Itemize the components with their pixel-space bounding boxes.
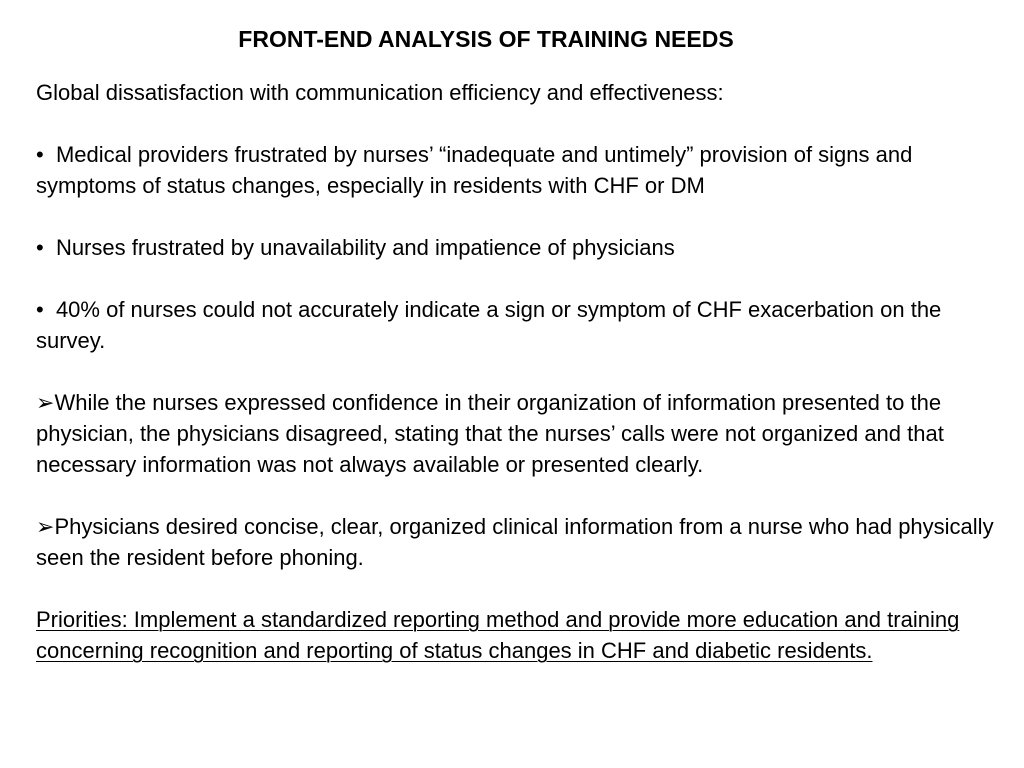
- arrow-bullet-icon: ➢: [36, 390, 55, 415]
- bullet-item: [36, 294, 996, 356]
- arrow-point-text: Physicians desired concise, clear, organized clinical information from a nurse who had physically seen the resident before phoning.: [36, 514, 994, 570]
- bullet-text: Medical providers frustrated by nurses’ “inadequate and untimely” provision of signs and symptoms of status changes, especially in residents with CHF or DM: [36, 142, 913, 198]
- spacer: [36, 356, 996, 387]
- slide-title: FRONT-END ANALYSIS OF TRAINING NEEDS: [238, 26, 734, 52]
- spacer: [36, 201, 996, 232]
- bullet-item: [36, 232, 996, 263]
- bullet-icon: •: [36, 235, 44, 260]
- arrow-bullet-icon: ➢: [36, 514, 55, 539]
- slide-body: [36, 77, 996, 666]
- bullet-text: 40% of nurses could not accurately indicate a sign or symptom of CHF exacerbation on the survey.: [36, 297, 942, 353]
- spacer: [36, 263, 996, 294]
- bullet-icon: •: [36, 142, 44, 167]
- bullet-text: Nurses frustrated by unavailability and impatience of physicians: [55, 235, 675, 260]
- spacer: [36, 480, 996, 511]
- arrow-point: [36, 511, 996, 573]
- bullet-item: [36, 139, 996, 201]
- spacer: [36, 108, 996, 139]
- bullet-icon: •: [36, 297, 44, 322]
- arrow-point-text: While the nurses expressed confidence in their organization of information presented to the physician, the physicians disagreed, stating that the nurses’ calls were not organized and that necessary information was not always available or presented clearly.: [36, 390, 944, 477]
- priorities-text: Priorities: Implement a standardized reporting method and provide more education and training concerning recognition and reporting of status changes in CHF and diabetic residents.: [36, 607, 960, 663]
- spacer: [36, 573, 996, 604]
- intro-text: Global dissatisfaction with communication efficiency and effectiveness:: [36, 80, 724, 105]
- arrow-point: [36, 387, 996, 480]
